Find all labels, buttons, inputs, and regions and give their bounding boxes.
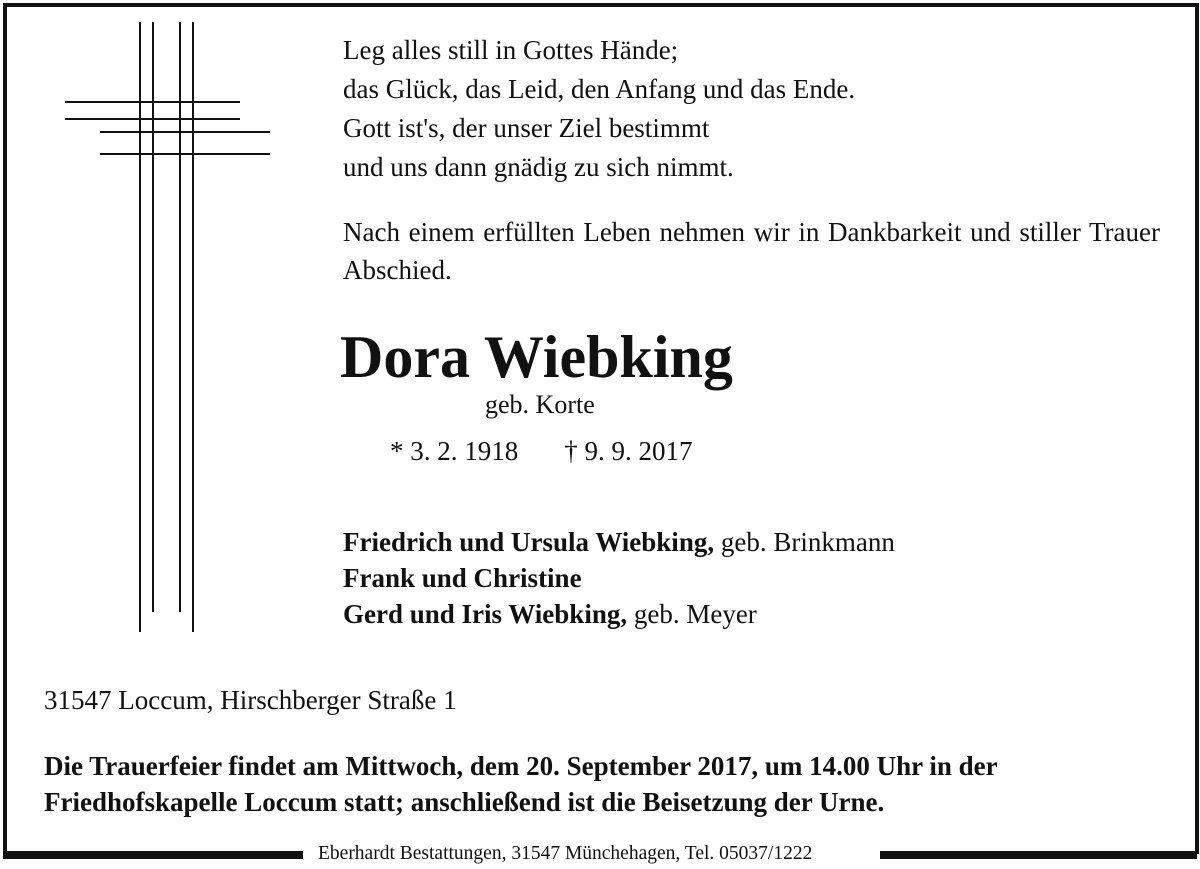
mourner-line [343,524,895,560]
birth-date: * 3. 2. 1918 [390,436,519,466]
poem-line: Leg alles still in Gottes Hände; [343,35,679,65]
ceremony-line: Die Trauerfeier findet am Mittwoch, dem 20. September 2017, um 14.00 Uhr in der [44,751,998,781]
poem [343,31,855,187]
mourner-names: Friedrich und Ursula Wiebking, [343,527,715,557]
footer-rule-right [880,851,1197,859]
mourner-suffix: geb. Meyer [627,599,757,629]
footer-rule-left [3,851,303,859]
birth-name: geb. Korte [485,390,595,419]
intro-text: Nach einem erfüllten Leben nehmen wir in Dankbarkeit und stiller Trauer Abschied. [343,217,1160,285]
cross-icon [60,22,275,637]
mourner-line [343,596,895,632]
poem-line: das Glück, das Leid, den Anfang und das Ende. [343,74,856,104]
poem-line: Gott ist's, der unser Ziel bestimmt [343,113,710,143]
death-date: † 9. 9. 2017 [564,436,693,466]
mourner-names: Gerd und Iris Wiebking, [343,599,628,629]
mourner-suffix: geb. Brinkmann [714,527,895,557]
life-dates [390,436,693,467]
deceased-name: Dora Wiebking [340,324,733,390]
address: 31547 Loccum, Hirschberger Straße 1 [44,685,457,715]
mourner-line [343,560,895,596]
mourners-list [343,524,895,632]
footer-text: Eberhardt Bestattungen, 31547 Münchehagen, Tel. 05037/1222 [318,843,813,864]
mourner-names: Frank und Christine [343,563,582,593]
poem-line: und uns dann gnädig zu sich nimmt. [343,152,734,182]
ceremony-line: Friedhofskapelle Loccum statt; anschließend ist die Beisetzung der Urne. [44,787,885,817]
ceremony-info [44,748,998,820]
